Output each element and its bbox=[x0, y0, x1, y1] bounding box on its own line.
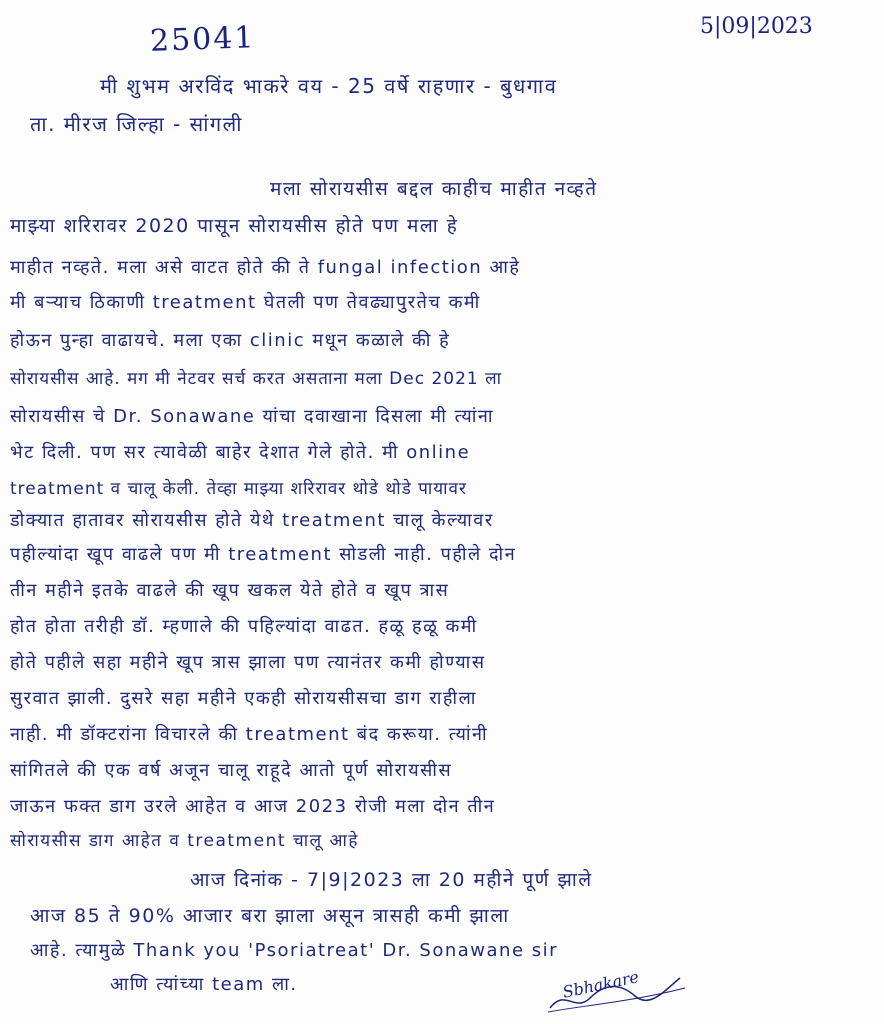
letter-line-16: होते पहीले सहा महीने खूप त्रास झाला पण त्यानंतर कमी होण्यास bbox=[10, 652, 486, 673]
letter-line-15: होत होता तरीही डॉ. म्हणाले की पहिल्यांदा वाढत. हळू हळू कमी bbox=[10, 616, 478, 637]
letter-line-4: माझ्या शरिरावर 2020 पासून सोरायसीस होते पण मला हे bbox=[10, 215, 459, 237]
letter-line-14: तीन महीने इतके वाढले की खूप खकल येते होते व खूप त्रास bbox=[10, 580, 450, 601]
letter-line-8: सोरायसीस आहे. मग मी नेटवर सर्च करत असताना मला Dec 2021 ला bbox=[10, 369, 503, 389]
reference-number: 25041 bbox=[149, 20, 257, 59]
letter-line-18: नाही. मी डॉक्टरांना विचारले की treatment बंद करूया. त्यांनी bbox=[10, 724, 489, 745]
letter-line-7: होऊन पुन्हा वाढायचे. मला एका clinic मधून कळाले की हे bbox=[10, 330, 451, 351]
letter-date: 5|09|2023 bbox=[700, 14, 813, 39]
letter-line-5: माहीत नव्हते. मला असे वाटत होते की ते fungal infection आहे bbox=[10, 257, 521, 278]
letter-line-24: आहे. त्यामुळे Thank you 'Psoriatreat' Dr. Sonawane sir bbox=[30, 940, 559, 961]
letter-line-9: सोरायसीस चे Dr. Sonawane यांचा दवाखाना दिसला मी त्यांना bbox=[10, 406, 495, 427]
letter-line-12: डोक्यात हातावर सोरायसीस होते येथे treatment चालू केल्यावर bbox=[10, 510, 494, 531]
letter-line-10: भेट दिली. पण सर त्यावेळी बाहेर देशात गेले होते. मी online bbox=[10, 442, 471, 463]
letter-line-6: मी बऱ्याच ठिकाणी treatment घेतली पण तेवढ्यापुरतेच कमी bbox=[10, 292, 481, 313]
letter-line-21: सोरायसीस डाग आहेत व treatment चालू आहे bbox=[10, 831, 359, 851]
letter-line-1: मी शुभम अरविंद भाकरे वय - 25 वर्षे राहणार - बुधगाव bbox=[100, 74, 558, 98]
letter-line-3: मला सोरायसीस बद्दल काहीच माहीत नव्हते bbox=[270, 178, 598, 200]
letter-line-23: आज 85 ते 90% आजार बरा झाला असून त्रासही कमी झाला bbox=[30, 905, 510, 927]
letter-line-17: सुरवात झाली. दुसरे सहा महीने एकही सोरायसीसचा डाग राहीला bbox=[10, 688, 477, 709]
letter-line-25: आणि त्यांच्या team ला. bbox=[110, 974, 298, 995]
letter-line-19: सांगितले की एक वर्ष अजून चालू राहूदे आतो पूर्ण सोरायसीस bbox=[10, 760, 453, 781]
signature-text: Sbhakare bbox=[560, 967, 641, 1002]
letter-line-11: treatment व चालू केली. तेव्हा माझ्या शरिरावर थोडे थोडे पायावर bbox=[10, 479, 467, 499]
letter-line-13: पहील्यांदा खूप वाढले पण मी treatment सोडली नाही. पहीले दोन bbox=[10, 544, 517, 565]
letter-line-2: ता. मीरज जिल्हा - सांगली bbox=[30, 112, 243, 136]
letter-line-22: आज दिनांक - 7|9|2023 ला 20 महीने पूर्ण झाले bbox=[190, 869, 593, 891]
letter-line-20: जाऊन फक्त डाग उरले आहेत व आज 2023 रोजी मला दोन तीन bbox=[10, 796, 496, 817]
